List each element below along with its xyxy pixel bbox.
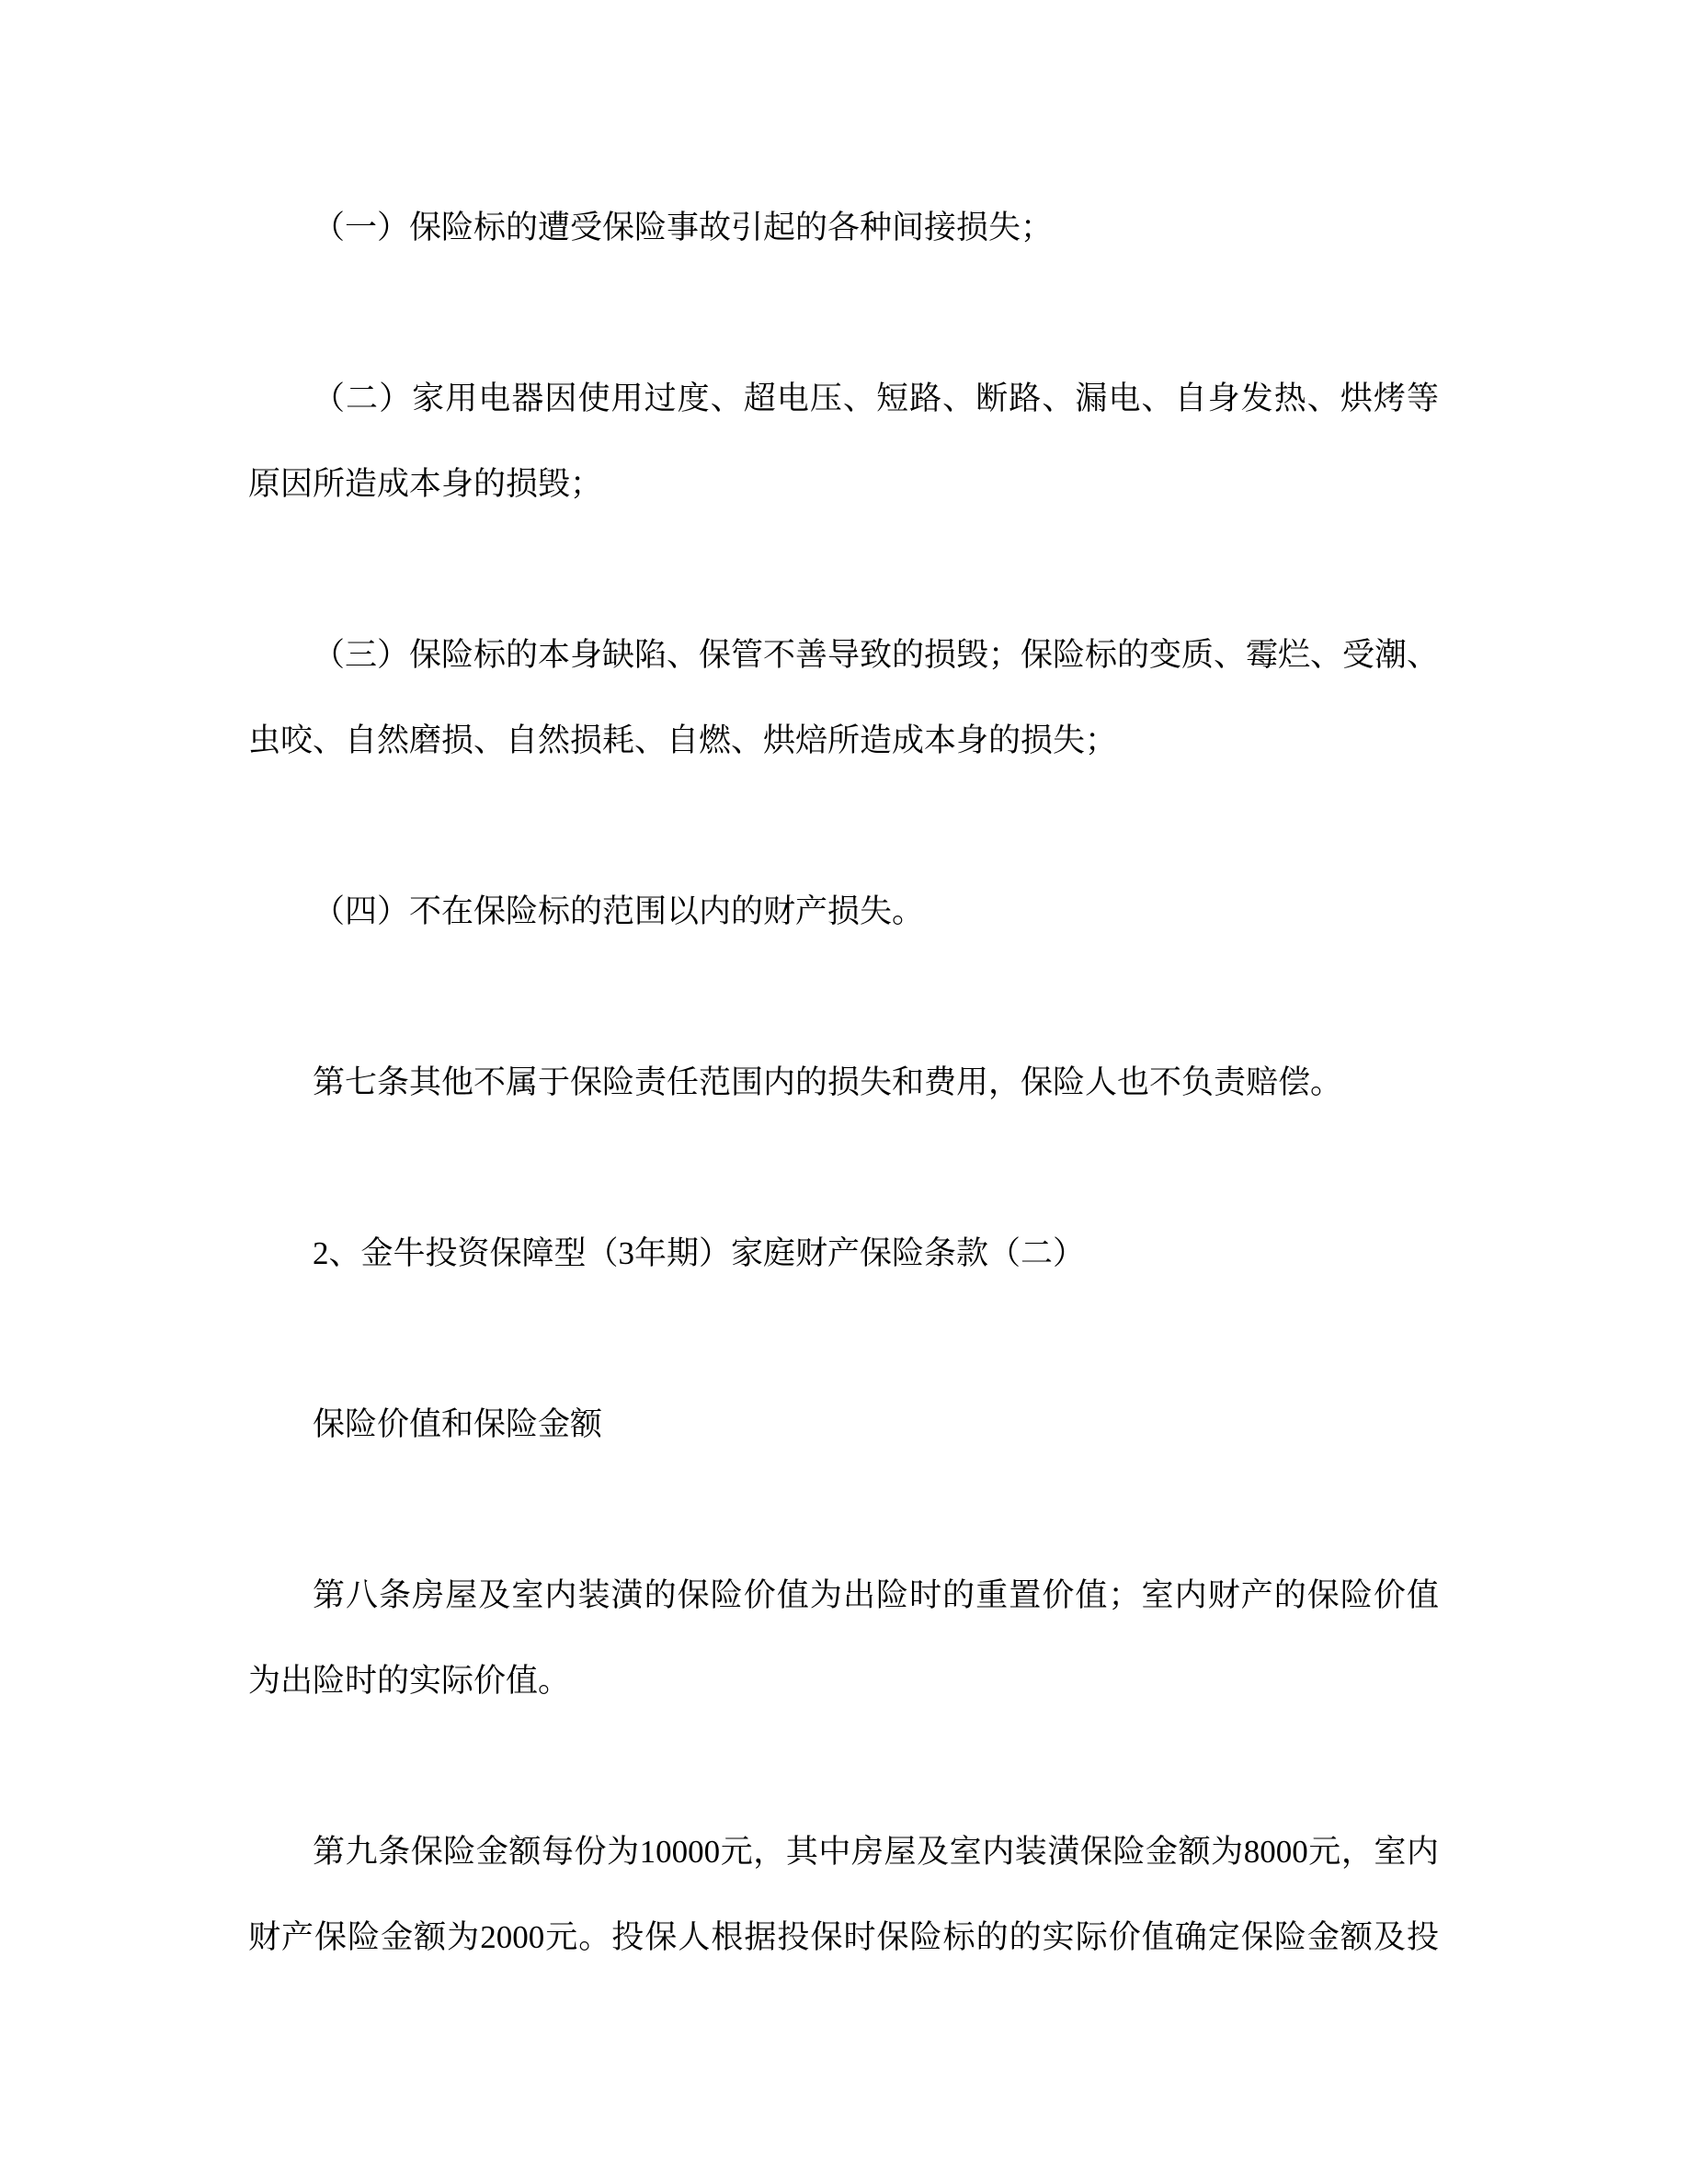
paragraph-exclusion-2 bbox=[248, 356, 1439, 527]
paragraph-section-heading bbox=[248, 1382, 1439, 1467]
paragraph-article-9 bbox=[248, 1809, 1439, 1980]
text-line: 财产保险金额为2000元。投保人根据投保时保险标的的实际价值确定保险金额及投 bbox=[248, 1919, 1439, 1955]
text-line: 为出险时的实际价值。 bbox=[248, 1663, 571, 1699]
text-line: 虫咬、自然磨损、自然损耗、自燃、烘焙所造成本身的损失； bbox=[248, 722, 1118, 758]
text-line: 保险价值和保险金额 bbox=[313, 1406, 603, 1442]
paragraph-article-7 bbox=[248, 1040, 1439, 1125]
text-line: 第八条房屋及室内装潢的保险价值为出险时的重置价值；室内财产的保险价值 bbox=[313, 1577, 1439, 1613]
text-line: 第九条保险金额每份为10000元，其中房屋及室内装潢保险金额为8000元，室内 bbox=[313, 1834, 1439, 1870]
paragraph-exclusion-1 bbox=[248, 185, 1439, 270]
text-line: 第七条其他不属于保险责任范围内的损失和费用，保险人也不负责赔偿。 bbox=[313, 1064, 1343, 1100]
text-line: 原因所造成本身的损毁； bbox=[248, 466, 603, 502]
paragraph-exclusion-3 bbox=[248, 612, 1439, 783]
paragraph-clause-title bbox=[248, 1211, 1439, 1296]
text-line: （三）保险标的本身缺陷、保管不善导致的损毁；保险标的变质、霉烂、受潮、 bbox=[313, 637, 1440, 673]
paragraph-article-8 bbox=[248, 1553, 1439, 1723]
text-line: （四）不在保险标的范围以内的财产损失。 bbox=[313, 893, 925, 929]
paragraph-exclusion-4 bbox=[248, 869, 1439, 954]
text-line: 2、金牛投资保障型（3年期）家庭财产保险条款（二） bbox=[313, 1235, 1086, 1271]
text-line: （一）保险标的遭受保险事故引起的各种间接损失； bbox=[313, 210, 1054, 245]
document-body bbox=[248, 185, 1439, 1980]
text-line: （二）家用电器因使用过度、超电压、短路、断路、漏电、自身发热、烘烤等 bbox=[313, 381, 1439, 416]
